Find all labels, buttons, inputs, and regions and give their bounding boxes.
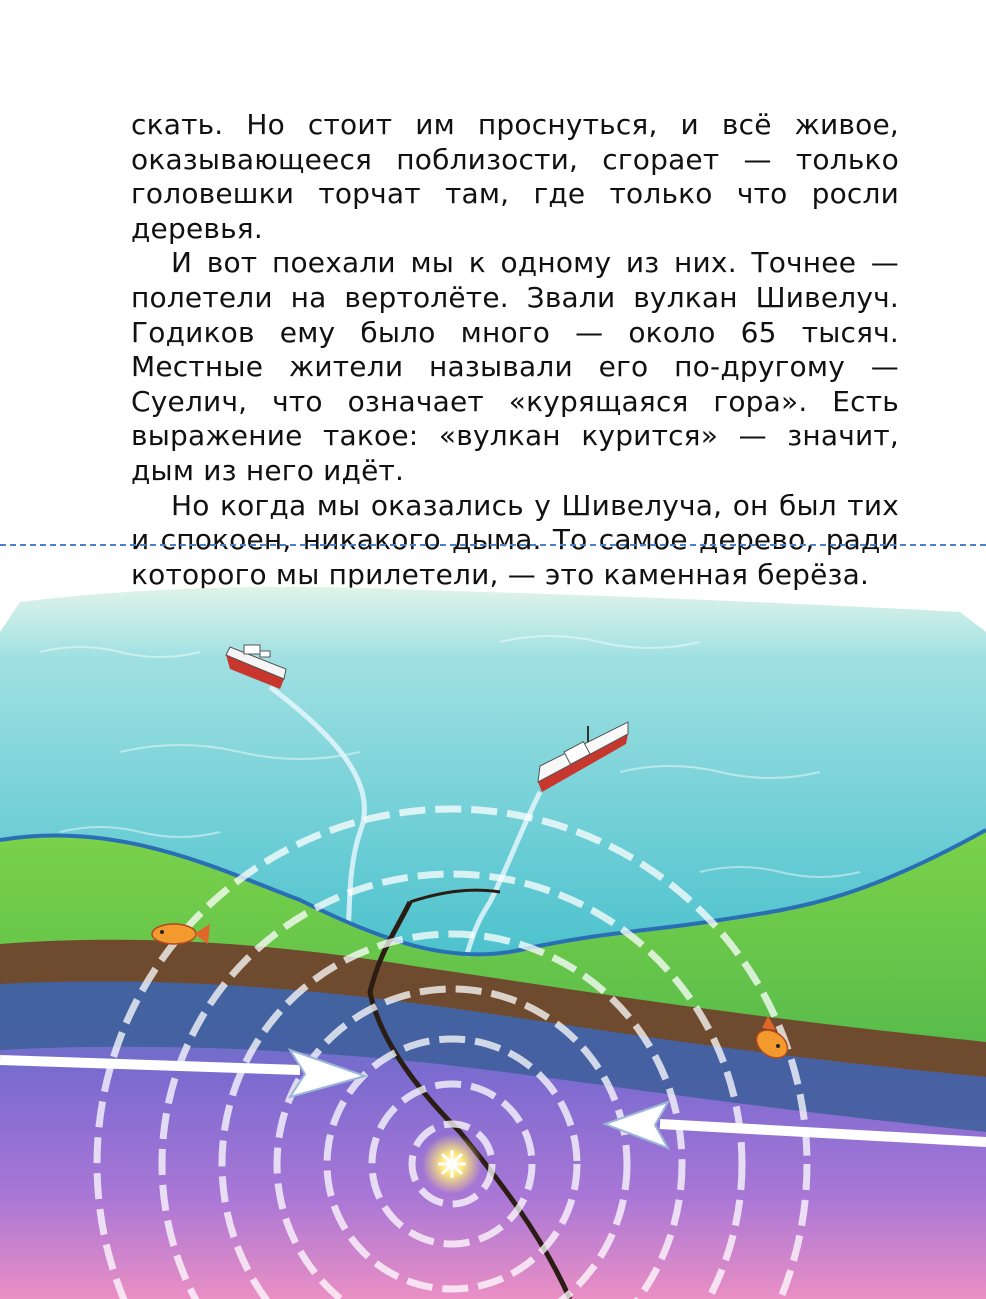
earthquake-focus-icon (422, 1134, 482, 1194)
earthquake-illustration (0, 572, 986, 1299)
dashed-divider (0, 544, 986, 546)
paragraph-2: И вот поехали мы к одному из них. Точнее — полетели на вертолёте. Звали вулкан Шивелуч. Годиков ему было много — около 65 тысяч. Местные жители называли его по-другому — Суелич, что означает «курящаяся гора». Есть выражение такое: «вулкан курится» — значит, дым из него идёт. (131, 246, 899, 487)
paragraph-3: Но когда мы оказались у Шивелуча, он был тих и спокоен, никакого дыма. То самое дерево, ради которого мы прилетели, — это каменная берёза. (131, 488, 899, 591)
paragraph-1: скать. Но стоит им проснуться, и всё живое, оказывающееся поблизости, сгорает — только головешки торчат там, где только что росли деревья. (131, 108, 899, 245)
text-block (131, 108, 899, 592)
